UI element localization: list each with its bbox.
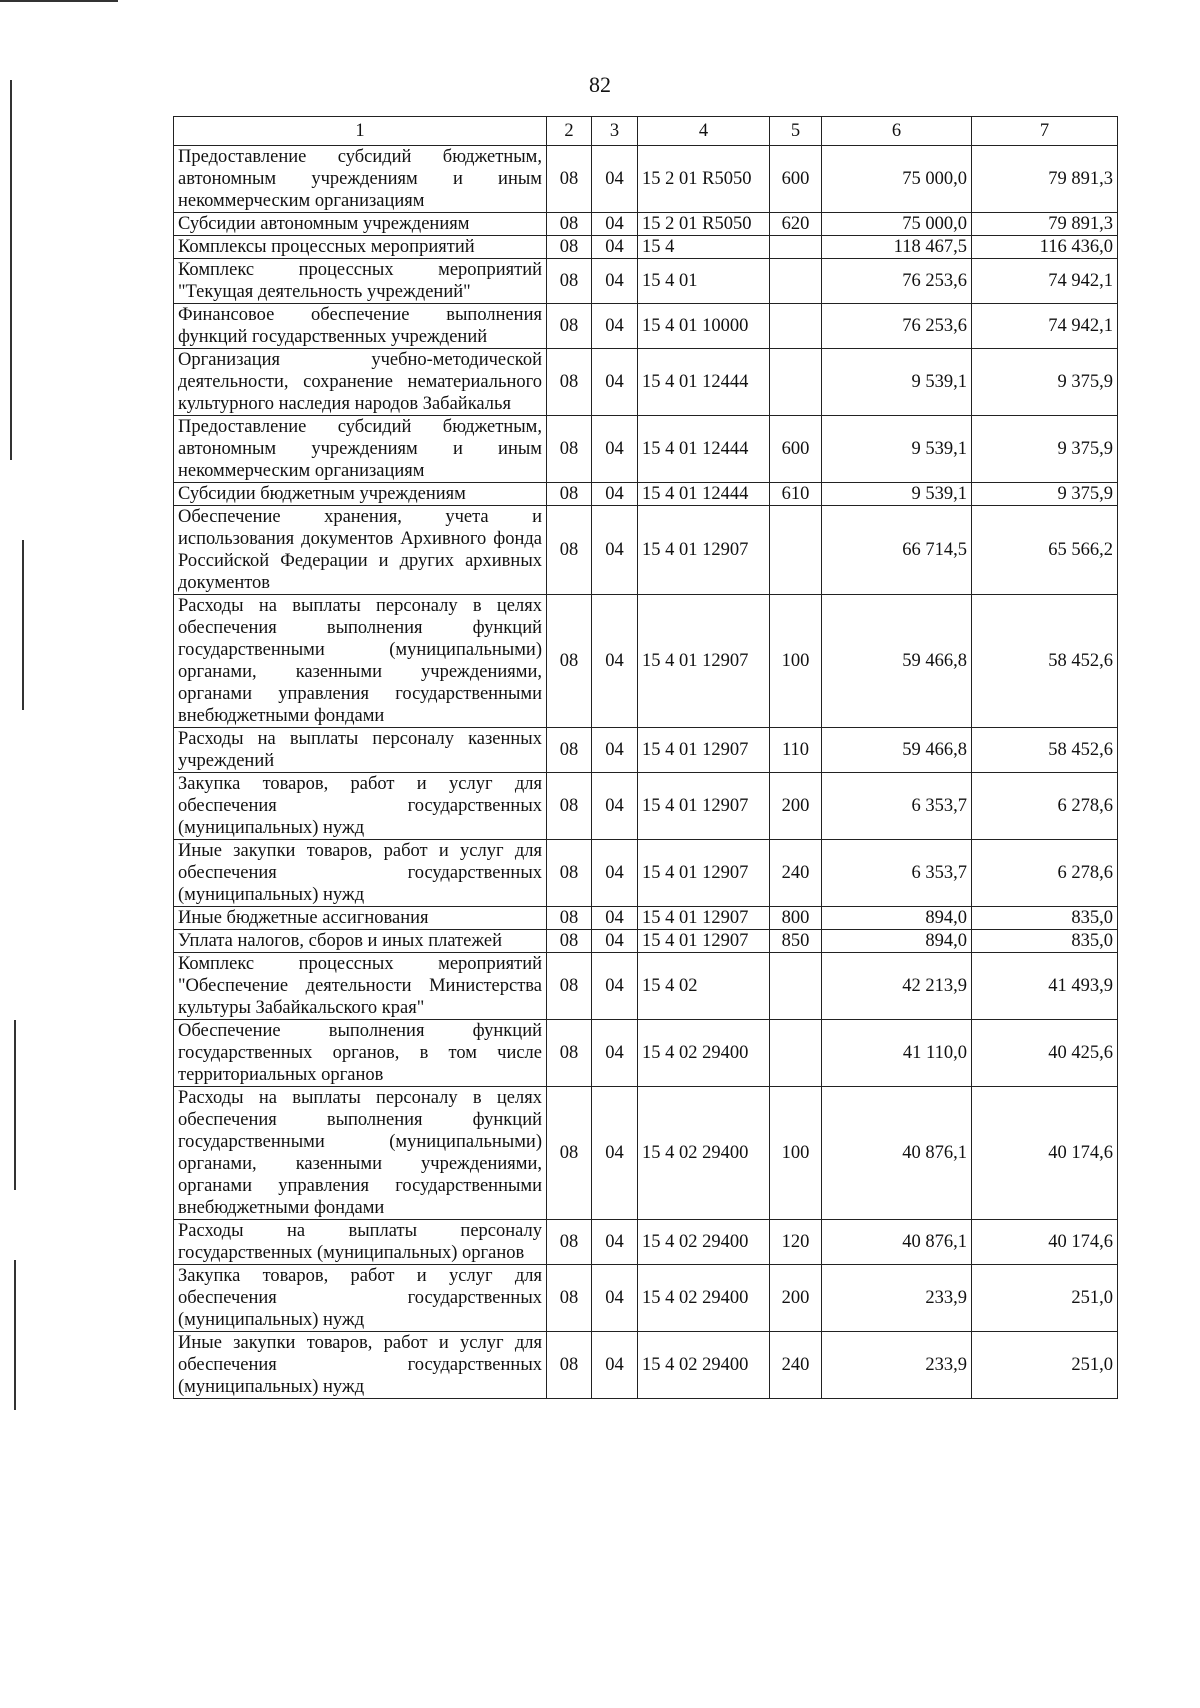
table-row (174, 213, 1118, 236)
expense-type-cell (770, 304, 822, 349)
amount-year2-cell: 40 174,6 (972, 1087, 1118, 1220)
column-header: 6 (822, 117, 972, 146)
subsection-cell: 04 (592, 236, 638, 259)
scan-mark-left (14, 1260, 16, 1410)
section-cell: 08 (547, 907, 592, 930)
target-article-cell: 15 4 02 29400 (638, 1087, 770, 1220)
column-header: 5 (770, 117, 822, 146)
expense-type-cell (770, 953, 822, 1020)
subsection-cell: 04 (592, 1220, 638, 1265)
amount-year1-cell: 6 353,7 (822, 773, 972, 840)
target-article-cell: 15 2 01 R5050 (638, 213, 770, 236)
row-name-cell: Комплексы процессных мероприятий (174, 236, 547, 259)
row-name-cell: Уплата налогов, сборов и иных платежей (174, 930, 547, 953)
row-name-cell: Иные закупки товаров, работ и услуг для обеспечения государственных (муниципальных) нужд (174, 840, 547, 907)
target-article-cell: 15 4 01 12444 (638, 416, 770, 483)
row-name-cell: Иные бюджетные ассигнования (174, 907, 547, 930)
section-cell: 08 (547, 1332, 592, 1399)
amount-year1-cell: 9 539,1 (822, 349, 972, 416)
amount-year2-cell: 40 425,6 (972, 1020, 1118, 1087)
amount-year2-cell: 41 493,9 (972, 953, 1118, 1020)
table-row (174, 773, 1118, 840)
amount-year2-cell: 9 375,9 (972, 483, 1118, 506)
subsection-cell: 04 (592, 1020, 638, 1087)
target-article-cell: 15 4 01 12444 (638, 483, 770, 506)
amount-year1-cell: 233,9 (822, 1332, 972, 1399)
column-header: 1 (174, 117, 547, 146)
subsection-cell: 04 (592, 1087, 638, 1220)
row-name-cell: Комплекс процессных мероприятий "Обеспечение деятельности Министерства культуры Забайкальского края" (174, 953, 547, 1020)
amount-year1-cell: 233,9 (822, 1265, 972, 1332)
target-article-cell: 15 4 02 29400 (638, 1220, 770, 1265)
subsection-cell: 04 (592, 595, 638, 728)
expense-type-cell (770, 259, 822, 304)
subsection-cell: 04 (592, 1332, 638, 1399)
amount-year1-cell: 40 876,1 (822, 1220, 972, 1265)
section-cell: 08 (547, 213, 592, 236)
section-cell: 08 (547, 1220, 592, 1265)
expense-type-cell: 850 (770, 930, 822, 953)
row-name-cell: Предоставление субсидий бюджетным, автономным учреждениям и иным некоммерческим организациям (174, 146, 547, 213)
target-article-cell: 15 4 01 12444 (638, 349, 770, 416)
section-cell: 08 (547, 1020, 592, 1087)
table-body (174, 146, 1118, 1399)
amount-year1-cell: 894,0 (822, 907, 972, 930)
subsection-cell: 04 (592, 483, 638, 506)
amount-year2-cell: 116 436,0 (972, 236, 1118, 259)
expense-type-cell: 100 (770, 595, 822, 728)
amount-year2-cell: 835,0 (972, 907, 1118, 930)
subsection-cell: 04 (592, 907, 638, 930)
table-row (174, 930, 1118, 953)
amount-year1-cell: 9 539,1 (822, 416, 972, 483)
row-name-cell: Субсидии бюджетным учреждениям (174, 483, 547, 506)
section-cell: 08 (547, 930, 592, 953)
amount-year2-cell: 58 452,6 (972, 595, 1118, 728)
subsection-cell: 04 (592, 953, 638, 1020)
target-article-cell: 15 4 02 29400 (638, 1332, 770, 1399)
section-cell: 08 (547, 483, 592, 506)
expense-type-cell: 200 (770, 1265, 822, 1332)
amount-year1-cell: 75 000,0 (822, 213, 972, 236)
row-name-cell: Закупка товаров, работ и услуг для обеспечения государственных (муниципальных) нужд (174, 1265, 547, 1332)
expense-type-cell: 100 (770, 1087, 822, 1220)
table-row (174, 1220, 1118, 1265)
section-cell: 08 (547, 953, 592, 1020)
subsection-cell: 04 (592, 506, 638, 595)
amount-year1-cell: 76 253,6 (822, 304, 972, 349)
column-header: 3 (592, 117, 638, 146)
subsection-cell: 04 (592, 930, 638, 953)
subsection-cell: 04 (592, 304, 638, 349)
target-article-cell: 15 4 02 (638, 953, 770, 1020)
amount-year2-cell: 58 452,6 (972, 728, 1118, 773)
column-header: 7 (972, 117, 1118, 146)
expense-type-cell: 600 (770, 416, 822, 483)
expense-type-cell: 110 (770, 728, 822, 773)
table-row (174, 1265, 1118, 1332)
amount-year1-cell: 59 466,8 (822, 595, 972, 728)
table-row (174, 506, 1118, 595)
amount-year1-cell: 41 110,0 (822, 1020, 972, 1087)
table-row (174, 236, 1118, 259)
row-name-cell: Обеспечение хранения, учета и использования документов Архивного фонда Российской Федерации и других архивных документов (174, 506, 547, 595)
row-name-cell: Комплекс процессных мероприятий "Текущая деятельность учреждений" (174, 259, 547, 304)
target-article-cell: 15 4 02 29400 (638, 1265, 770, 1332)
page-number: 82 (589, 72, 611, 97)
table-row (174, 416, 1118, 483)
amount-year2-cell: 6 278,6 (972, 773, 1118, 840)
target-article-cell: 15 2 01 R5050 (638, 146, 770, 213)
scan-mark-left (22, 540, 24, 710)
target-article-cell: 15 4 01 12907 (638, 728, 770, 773)
section-cell: 08 (547, 236, 592, 259)
subsection-cell: 04 (592, 146, 638, 213)
row-name-cell: Расходы на выплаты персоналу казенных учреждений (174, 728, 547, 773)
amount-year2-cell: 9 375,9 (972, 349, 1118, 416)
scan-mark-left (10, 80, 12, 460)
target-article-cell: 15 4 01 12907 (638, 773, 770, 840)
section-cell: 08 (547, 506, 592, 595)
row-name-cell: Расходы на выплаты персоналу в целях обеспечения выполнения функций государственными (муниципальными) органами, казенными учреждениями, органами управления государственными внебюджетными фондами (174, 1087, 547, 1220)
table-row (174, 1332, 1118, 1399)
column-header: 4 (638, 117, 770, 146)
row-name-cell: Закупка товаров, работ и услуг для обеспечения государственных (муниципальных) нужд (174, 773, 547, 840)
section-cell: 08 (547, 773, 592, 840)
target-article-cell: 15 4 01 (638, 259, 770, 304)
section-cell: 08 (547, 728, 592, 773)
expense-type-cell: 600 (770, 146, 822, 213)
row-name-cell: Субсидии автономным учреждениям (174, 213, 547, 236)
expense-type-cell (770, 349, 822, 416)
table-row (174, 953, 1118, 1020)
scan-mark-top (0, 0, 118, 2)
section-cell: 08 (547, 840, 592, 907)
amount-year2-cell: 79 891,3 (972, 213, 1118, 236)
expense-type-cell (770, 236, 822, 259)
amount-year2-cell: 65 566,2 (972, 506, 1118, 595)
subsection-cell: 04 (592, 213, 638, 236)
target-article-cell: 15 4 01 10000 (638, 304, 770, 349)
amount-year1-cell: 66 714,5 (822, 506, 972, 595)
amount-year2-cell: 9 375,9 (972, 416, 1118, 483)
row-name-cell: Организация учебно-методической деятельности, сохранение нематериального культурного наследия народов Забайкалья (174, 349, 547, 416)
amount-year2-cell: 79 891,3 (972, 146, 1118, 213)
amount-year2-cell: 74 942,1 (972, 259, 1118, 304)
table-row (174, 840, 1118, 907)
subsection-cell: 04 (592, 416, 638, 483)
amount-year1-cell: 75 000,0 (822, 146, 972, 213)
table-row (174, 907, 1118, 930)
subsection-cell: 04 (592, 840, 638, 907)
amount-year2-cell: 6 278,6 (972, 840, 1118, 907)
expense-type-cell (770, 506, 822, 595)
amount-year1-cell: 6 353,7 (822, 840, 972, 907)
target-article-cell: 15 4 01 12907 (638, 595, 770, 728)
expense-type-cell: 120 (770, 1220, 822, 1265)
row-name-cell: Расходы на выплаты персоналу в целях обеспечения выполнения функций государственными (муниципальными) органами, казенными учреждениями, органами управления государственными внебюджетными фондами (174, 595, 547, 728)
subsection-cell: 04 (592, 1265, 638, 1332)
row-name-cell: Финансовое обеспечение выполнения функций государственных учреждений (174, 304, 547, 349)
table-row (174, 728, 1118, 773)
section-cell: 08 (547, 146, 592, 213)
subsection-cell: 04 (592, 349, 638, 416)
target-article-cell: 15 4 01 12907 (638, 907, 770, 930)
table-header-row (174, 117, 1118, 146)
table-row (174, 304, 1118, 349)
expense-type-cell: 800 (770, 907, 822, 930)
amount-year2-cell: 835,0 (972, 930, 1118, 953)
subsection-cell: 04 (592, 259, 638, 304)
row-name-cell: Иные закупки товаров, работ и услуг для обеспечения государственных (муниципальных) нужд (174, 1332, 547, 1399)
amount-year1-cell: 42 213,9 (822, 953, 972, 1020)
target-article-cell: 15 4 (638, 236, 770, 259)
budget-table (173, 116, 1118, 1399)
section-cell: 08 (547, 416, 592, 483)
table-row (174, 1087, 1118, 1220)
amount-year1-cell: 59 466,8 (822, 728, 972, 773)
table-row (174, 595, 1118, 728)
amount-year2-cell: 251,0 (972, 1332, 1118, 1399)
row-name-cell: Обеспечение выполнения функций государственных органов, в том числе территориальных органов (174, 1020, 547, 1087)
scan-mark-left (14, 1020, 16, 1190)
amount-year1-cell: 894,0 (822, 930, 972, 953)
subsection-cell: 04 (592, 773, 638, 840)
amount-year2-cell: 74 942,1 (972, 304, 1118, 349)
target-article-cell: 15 4 01 12907 (638, 930, 770, 953)
amount-year1-cell: 9 539,1 (822, 483, 972, 506)
table-row (174, 146, 1118, 213)
section-cell: 08 (547, 595, 592, 728)
section-cell: 08 (547, 1087, 592, 1220)
table-row (174, 483, 1118, 506)
row-name-cell: Расходы на выплаты персоналу государственных (муниципальных) органов (174, 1220, 547, 1265)
expense-type-cell: 240 (770, 840, 822, 907)
section-cell: 08 (547, 349, 592, 416)
table-row (174, 1020, 1118, 1087)
expense-type-cell: 200 (770, 773, 822, 840)
row-name-cell: Предоставление субсидий бюджетным, автономным учреждениям и иным некоммерческим организациям (174, 416, 547, 483)
table-row (174, 259, 1118, 304)
amount-year2-cell: 251,0 (972, 1265, 1118, 1332)
target-article-cell: 15 4 01 12907 (638, 506, 770, 595)
expense-type-cell: 610 (770, 483, 822, 506)
amount-year1-cell: 76 253,6 (822, 259, 972, 304)
expense-type-cell: 620 (770, 213, 822, 236)
amount-year1-cell: 118 467,5 (822, 236, 972, 259)
section-cell: 08 (547, 304, 592, 349)
subsection-cell: 04 (592, 728, 638, 773)
table-row (174, 349, 1118, 416)
expense-type-cell (770, 1020, 822, 1087)
section-cell: 08 (547, 1265, 592, 1332)
section-cell: 08 (547, 259, 592, 304)
target-article-cell: 15 4 02 29400 (638, 1020, 770, 1087)
expense-type-cell: 240 (770, 1332, 822, 1399)
amount-year2-cell: 40 174,6 (972, 1220, 1118, 1265)
column-header: 2 (547, 117, 592, 146)
amount-year1-cell: 40 876,1 (822, 1087, 972, 1220)
target-article-cell: 15 4 01 12907 (638, 840, 770, 907)
